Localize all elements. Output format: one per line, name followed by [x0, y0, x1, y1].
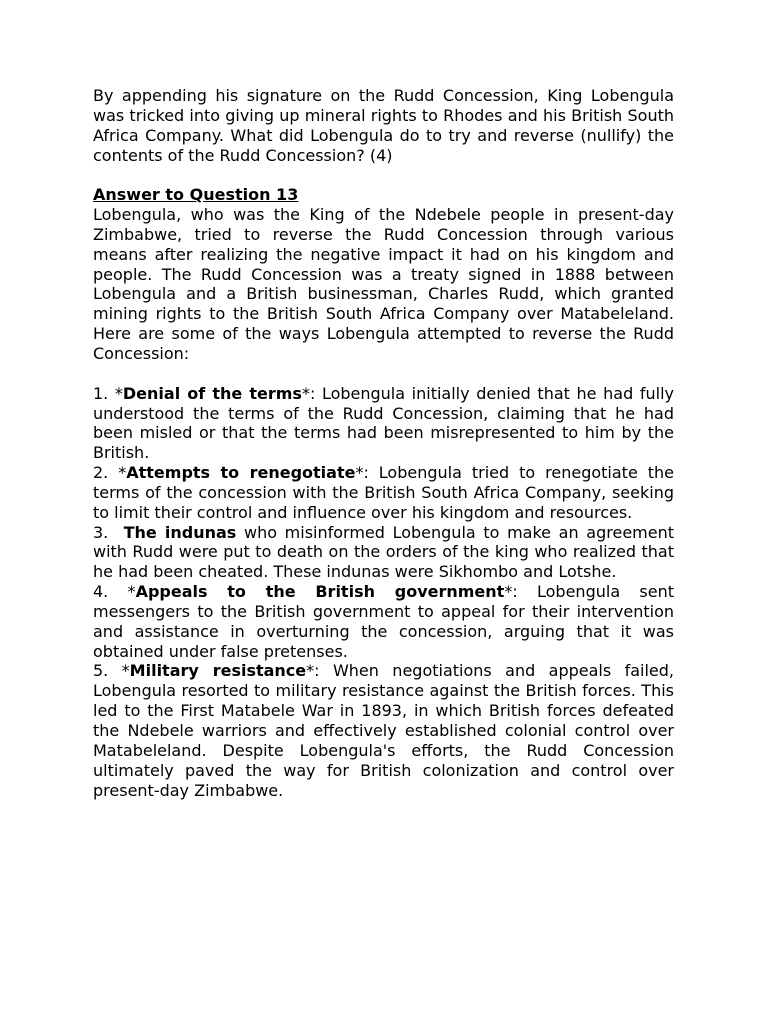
list-item — [93, 661, 674, 800]
list-item-prefix: 4. * — [93, 582, 136, 602]
list-item-prefix: 3. — [93, 522, 124, 542]
list-item — [93, 384, 674, 463]
list-item-prefix: 5. * — [93, 661, 130, 681]
list-item-text: *: When negotiations and appeals failed, Lobengula resorted to military resistance against the British forces. This led to the First Matabele War in 1893, in which British forces defeated the Ndebele warriors and effectively established colonial control over Matabeleland. Despite Lobengula's efforts, the Rudd Concession ultimately paved the way for British colonization and control over present-day Zimbabwe. — [93, 661, 675, 800]
list-item-term: Denial of the terms — [122, 383, 302, 403]
list-item-term: The indunas — [123, 522, 237, 542]
list-item-term: Appeals to the British government — [135, 582, 505, 602]
list-item — [93, 463, 674, 523]
list-item-term: Military resistance — [129, 661, 307, 681]
paragraph-gap — [93, 165, 674, 185]
list-item-term: Attempts to renegotiate — [126, 463, 356, 483]
question-text: By appending his signature on the Rudd Concession, King Lobengula was tricked into giving up mineral rights to Rhodes and his British South Africa Company. What did Lobengula do to try and reverse (nullify) the contents of the Rudd Concession? (4) — [93, 86, 674, 165]
list-item-text: who misinformed Lobengula to make an agreement with Rudd were put to death on the orders of the king who realized that he had been cheated. These indunas were Sikhombo and Lotshe. — [93, 522, 680, 582]
list-item-prefix: 2. * — [93, 463, 127, 483]
list-item — [93, 582, 674, 661]
list-item — [93, 522, 680, 583]
answer-heading: Answer to Question 13 — [93, 185, 299, 205]
list-item-prefix: 1. * — [93, 383, 123, 403]
paragraph-gap — [93, 364, 674, 384]
answer-intro: Lobengula, who was the King of the Ndebele people in present-day Zimbabwe, tried to reverse the Rudd Concession through various means after realizing the negative impact it had on his kingdom and people. The Rudd Concession was a treaty signed in 1888 between Lobengula and a British businessman, Charles Rudd, which granted mining rights to the British South Africa Company over Matabeleland. Here are some of the ways Lobengula attempted to reverse the Rudd Concession: — [93, 205, 674, 363]
list-item-text: *: Lobengula sent messengers to the British government to appeal for their intervention and assistance in overturning the concession, arguing that it was obtained under false pretenses. — [93, 582, 674, 661]
list-item-text: *: Lobengula tried to renegotiate the terms of the concession with the British South Africa Company, seeking to limit their control and influence over his kingdom and resources. — [93, 463, 675, 522]
document-page — [93, 86, 680, 800]
list-item-text: *: Lobengula initially denied that he had fully understood the terms of the Rudd Concession, claiming that he had been misled or that the terms had been misrepresented to him by the British. — [93, 383, 674, 463]
